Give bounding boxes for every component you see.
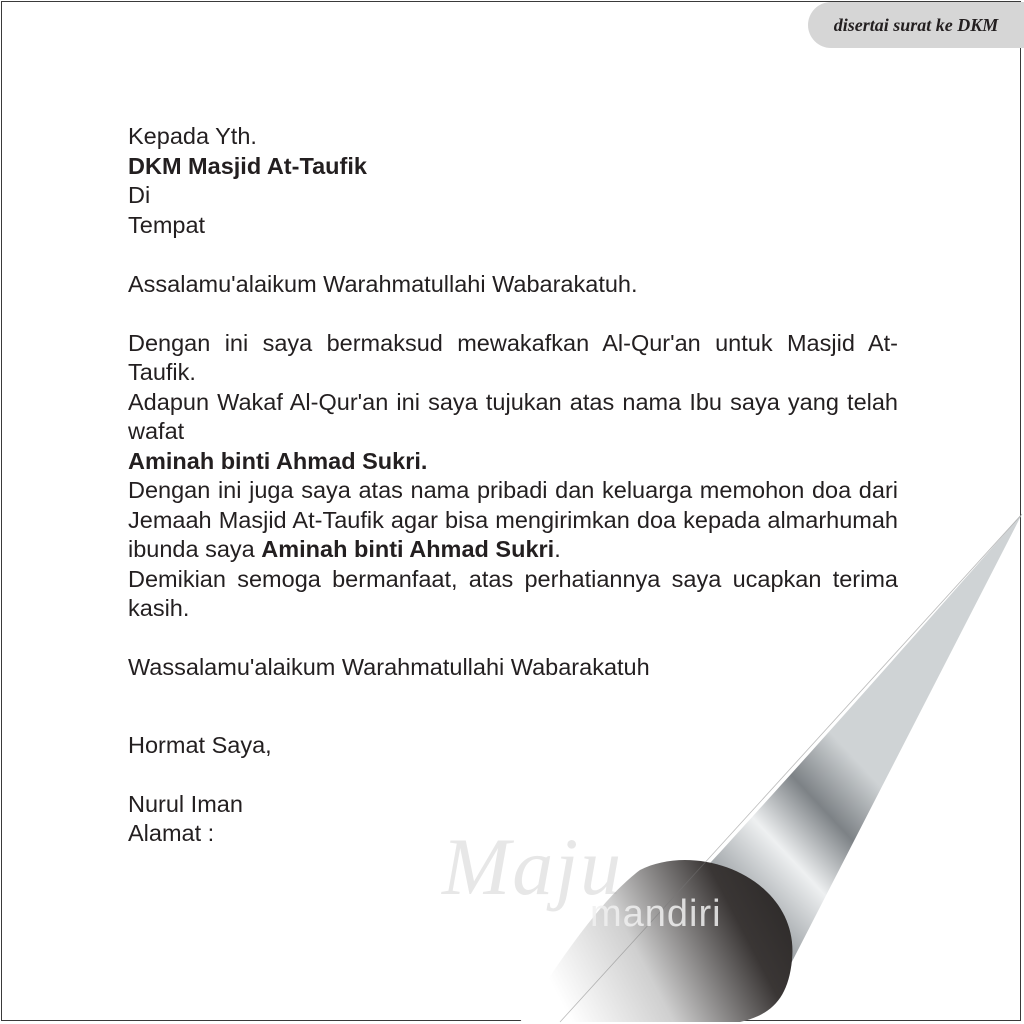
opening-greeting: Assalamu'alaikum Warahmatullahi Wabarakatuh. <box>128 270 638 297</box>
note-tag-label: disertai surat ke DKM <box>833 14 999 35</box>
sender-address-label: Alamat : <box>128 820 215 846</box>
recipient-name: DKM Masjid At-Taufik <box>128 152 367 179</box>
paragraph-intent: Dengan ini saya bermaksud mewakafkan Al-Qur'an untuk Masjid At-Taufik. <box>128 329 898 385</box>
closing-regards: Hormat Saya, <box>128 731 272 758</box>
prayer-request-name: Aminah binti Ahmad Sukri <box>261 536 555 562</box>
sender-name: Nurul Iman <box>128 790 243 817</box>
watermark-maju: Maju <box>442 821 624 912</box>
prayer-request-end: . <box>554 536 561 562</box>
deceased-name: Aminah binti Ahmad Sukri. <box>128 447 428 474</box>
paragraph-thanks: Demikian semoga bermanfaat, atas perhatiannya saya ucapkan terima kasih. <box>128 565 898 621</box>
paragraph-dedication: Adapun Wakaf Al-Qur'an ini saya tujukan atas nama Ibu saya yang telah wafat <box>128 388 898 444</box>
recipient-salutation: Kepada Yth. <box>128 123 257 149</box>
watermark-mandiri: mandiri <box>590 893 722 935</box>
recipient-place: Tempat <box>128 211 206 238</box>
prayer-request-text: Dengan ini juga saya atas nama pribadi dan keluarga memohon doa dari Jemaah Masjid At-Taufik agar bisa mengirimkan doa kepada almarhumah ibunda saya <box>128 477 898 562</box>
closing-greeting: Wassalamu'alaikum Warahmatullahi Wabarakatuh <box>128 654 650 680</box>
recipient-di: Di <box>128 182 151 208</box>
